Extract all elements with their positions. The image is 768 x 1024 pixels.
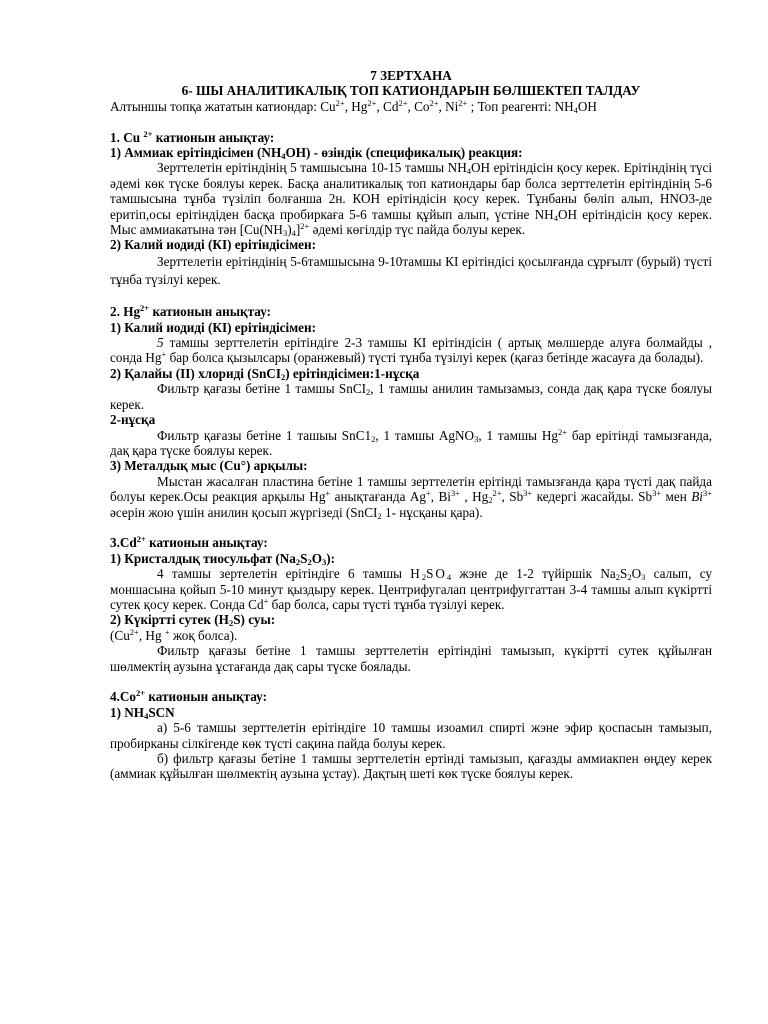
hg-method-1-heading: 1) Калий иодиді (КІ) ерітіндісімен:	[110, 319, 317, 335]
hg-method-3-heading: 3) Металдық мыс (Cu°) арқылы:	[110, 458, 308, 474]
cu-method-2-text: Зерттелетін ерітіндінің 5-6тамшысына 9-10тамшы КІ ерітіндісі қосылғанда сұрғылт (бурый) түсті тұнба түзілуі керек.	[110, 253, 712, 287]
section-hg-heading: 2. $Hg^{2+}$ катионын анықтау:	[110, 303, 272, 320]
cu-method-1-heading: 1) Аммиак ерітіндісімен $(NH_4OH)$ - өзіндік (спецификалық) реакция:	[110, 145, 523, 162]
section-cu-heading: 1. Cu $^{2+}$ катионын анықтау:	[110, 128, 275, 145]
co-method-1-heading: 1) $NH_4SCN$	[110, 704, 175, 721]
hg-method-3-text: Мыстан жасалған пластина бетіне 1 тамшы зерттелетін ерітінді тамызғанда қара түсті дақ пайда болуы керек.Осы реакция арқылы Hg+ анықтағанда Ag+, $Bi^{3+}$ , $Hg_2^{2+}$, $Sb^{3+}$ кедергі жасайды. $Sb^{3+}$ мен $Bi^{3+}$ әсерін жою үшін анилин қосып жүргізеді (SnCI$_2$ 1- нұсқаны қара).	[110, 473, 712, 521]
section-cd-heading: $3.Cd^{2+}$ катионын анықтау:	[110, 534, 268, 551]
hg-variant-2-text: Фильтр қағазы бетіне 1 ташыы $SnC1_2$, 1 тамшы AgNO$_3$, 1 тамшы $Hg^{2+}$ бар ерітінді тамызғанда, дақ қара түске боялуы керек.	[110, 426, 712, 458]
hg-variant-2-heading: 2-нұсқа	[110, 412, 156, 428]
hg-method-2-heading: 2) Қалайы (ІІ) хлориді (SnCI$_2$) ерітіндісімен:1-нұсқа	[110, 365, 420, 382]
co-method-1b-text: б) фильтр қағазы бетіне 1 тамшы зерттелетін ертінді тамызып, қағазды аммиакпен өңдеу керек (аммиак құйылған шөлмектің аузына ұстау). Дақтың шеті көк түске боялуы керек.	[110, 751, 712, 782]
hg-method-1-text: 5 тамшы зерттелетін ерітіндіге 2-3 тамшы КІ ерітіндісін ( артық мөлшерде алуға болмайды , сонда Hg+ бар болса қызылсары (оранжевый) түсті тұнба түзілуі керек (қағаз бетінде жасауға да болады).	[110, 335, 712, 366]
cd-method-2-heading: 2) Күкіртті сутек $(H_2S)$ суы:	[110, 612, 276, 629]
cd-method-1-text: 4 тамшы зертелетін ерітіндіге 6 тамшы $H_2SO_4$ жэне де 1-2 түйіршік $Na_2S_2O_3$ салып, су моншасына қойып 5-10 минут қыздыру керек. Центрифугалап центрифуггаттан 3-4 тамшы алып күкіртті сутек қосу керек. Сонда Cd+ бар болса, сары түсті тұнба түзілуі керек.	[110, 566, 712, 612]
cd-method-1-heading: 1) Кристалдық тиосульфат $(Na_2S_2O_3)$:	[110, 550, 336, 567]
cd-method-2-text: Фильтр қағазы бетіне 1 тамшы зерттелетін ерітіндіні тамызып, күкіртті сутек құйылған шөлмектің аузына ұстағанда дақ сары түске боялады.	[110, 643, 712, 674]
cu-method-2-heading: 2) Калий иодиді (КІ) ерітіндісімен:	[110, 237, 317, 253]
hg-method-2-text: Фильтр қағазы бетіне 1 тамшы SnCI$_2$, 1 тамшы анилин тамызамыз, сонда дақ қара түске боялуы керек.	[110, 381, 712, 412]
co-method-1a-text: а) 5-6 тамшы зерттелетін ерітіндіге 10 тамшы изоамил спирті жэне эфир қоспасын тамызып, пробирканы сілкігенде көк түсті сақина пайда болуы керек.	[110, 720, 712, 751]
cd-method-2-condition: ($Cu^{2+}$, Hg + жоқ болса).	[110, 626, 238, 643]
intro-line: Алтыншы топқа жататын катиондар: $Cu^{2+}$, $Hg^{2+}$, $Cd^{2+}$, $Co^{2+}$, $Ni^{2+}$ ; Топ реагенті: $NH_4OH$	[110, 97, 597, 115]
cu-method-1-text: Зерттелетін ерітіндінің 5 тамшысына 10-15 тамшы $NH_4OH$ ерітіндісін қосу керек. Ерітіндінің түсі әдемі көк түске боялуы керек. Басқа аналитикалық топ катиондары бар болса зерттелетін ерітіндінің 5-6 тамшысына тұнба түзіліп болғанша 2н. КОН ерітіндісін қосу керек. Тұнбаны бөліп алып, HNO3-де еритіп,осы ерітіндіден басқа пробиркаға 5-6 тамшы құйып алып, үстіне $NH_4OH$ ерітіндісін қосу керек. Мыс аммиакатына тән $[Cu(NH_3)_4]^{2+}$ әдемі көгілдір түс пайда болуы керек.	[110, 160, 712, 239]
lab-title: 7 ЗЕРТХАНА	[370, 68, 452, 83]
section-co-heading: $4.Co^{2+}$ катионын анықтау:	[110, 688, 267, 705]
lab-subtitle: 6- ШЫ АНАЛИТИКАЛЫҚ ТОП КАТИОНДАРЫН БӨЛШЕКТЕП ТАЛДАУ	[181, 83, 641, 99]
